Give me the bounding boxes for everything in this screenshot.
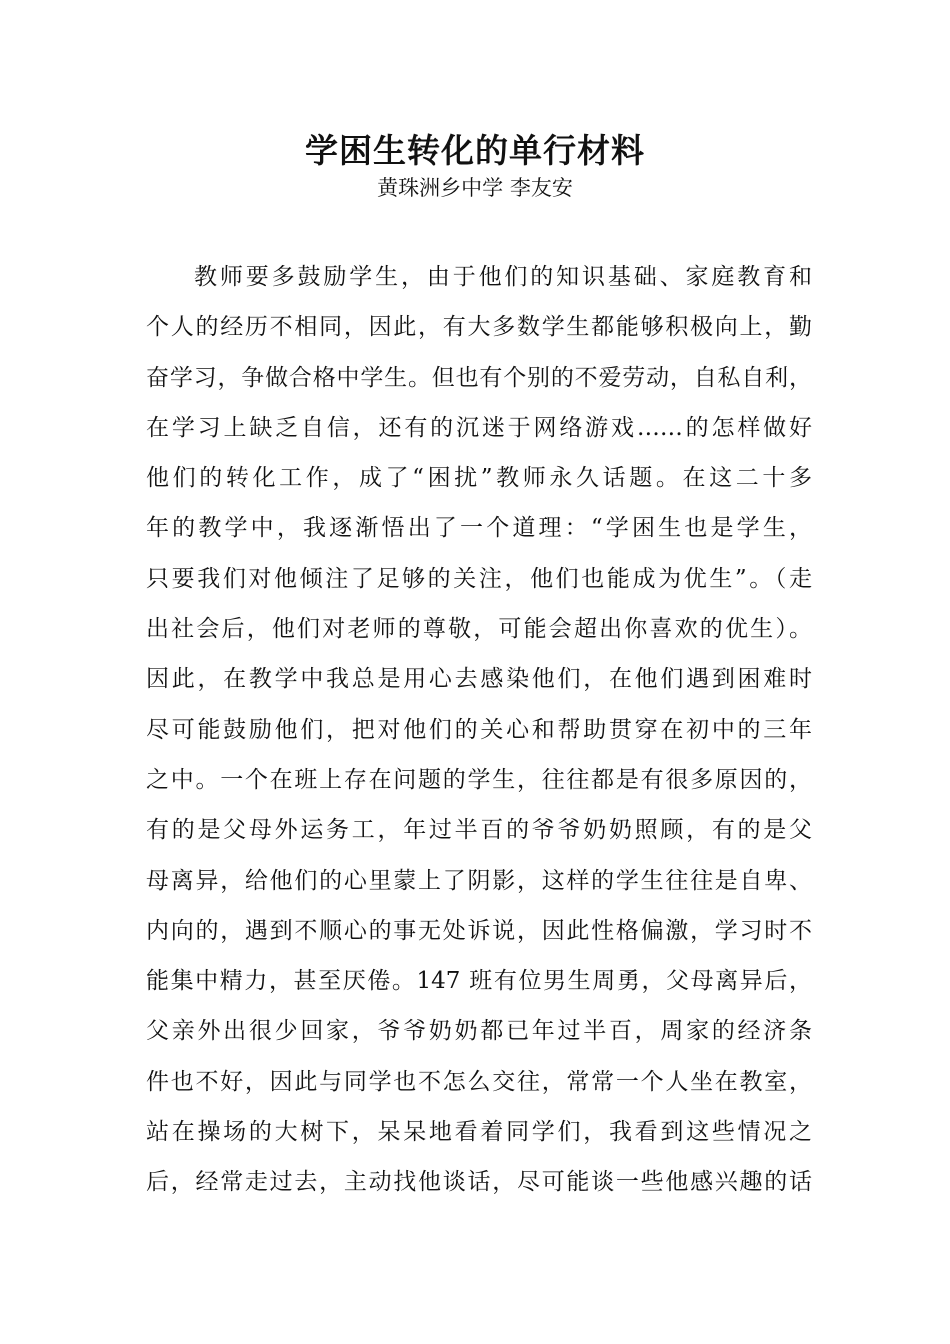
body-paragraph	[146, 252, 812, 1208]
text-line: 站在操场的大树下，呆呆地看着同学们，我看到这些情况之	[146, 1119, 812, 1146]
text-line: 父亲外出很少回家，爷爷奶奶都已年过半百，周家的经济条	[146, 1018, 812, 1045]
text-line: 他们的转化工作，成了“困扰”教师永久话题。在这二十多	[146, 465, 812, 492]
document-author: 黄珠洲乡中学 李友安	[377, 176, 573, 200]
document-title: 学困生转化的单行材料	[305, 131, 645, 170]
text-line: 件也不好，因此与同学也不怎么交往，常常一个人坐在教室，	[146, 1068, 812, 1095]
text-line: 只要我们对他倾注了足够的关注，他们也能成为优生”。（走	[146, 565, 812, 592]
text-line: 能集中精力，甚至厌倦。147 班有位男生周勇，父母离异后，	[146, 968, 812, 995]
text-line: 奋学习，争做合格中学生。但也有个别的不爱劳动，自私自利，	[146, 364, 812, 391]
text-line: 有的是父母外运务工，年过半百的爷爷奶奶照顾，有的是父	[146, 817, 812, 844]
text-line: 之中。一个在班上存在问题的学生，往往都是有很多原因的，	[146, 766, 812, 793]
text-line: 年的教学中，我逐渐悟出了一个道理：“学困生也是学生，	[146, 515, 812, 542]
text-line: 教师要多鼓励学生，由于他们的知识基础、家庭教育和	[194, 264, 812, 290]
text-line: 个人的经历不相同，因此，有大多数学生都能够积极向上，勤	[146, 314, 812, 341]
text-line: 因此，在教学中我总是用心去感染他们，在他们遇到困难时	[146, 666, 812, 693]
text-line: 在学习上缺乏自信，还有的沉迷于网络游戏……的怎样做好	[146, 414, 812, 441]
text-line: 出社会后，他们对老师的尊敬，可能会超出你喜欢的优生）。	[146, 616, 812, 643]
text-line: 后，经常走过去，主动找他谈话，尽可能谈一些他感兴趣的话	[146, 1169, 812, 1196]
text-line: 尽可能鼓励他们，把对他们的关心和帮助贯穿在初中的三年	[146, 716, 812, 743]
text-line: 内向的，遇到不顺心的事无处诉说，因此性格偏激，学习时不	[146, 917, 812, 944]
text-line: 母离异，给他们的心里蒙上了阴影，这样的学生往往是自卑、	[146, 867, 812, 894]
